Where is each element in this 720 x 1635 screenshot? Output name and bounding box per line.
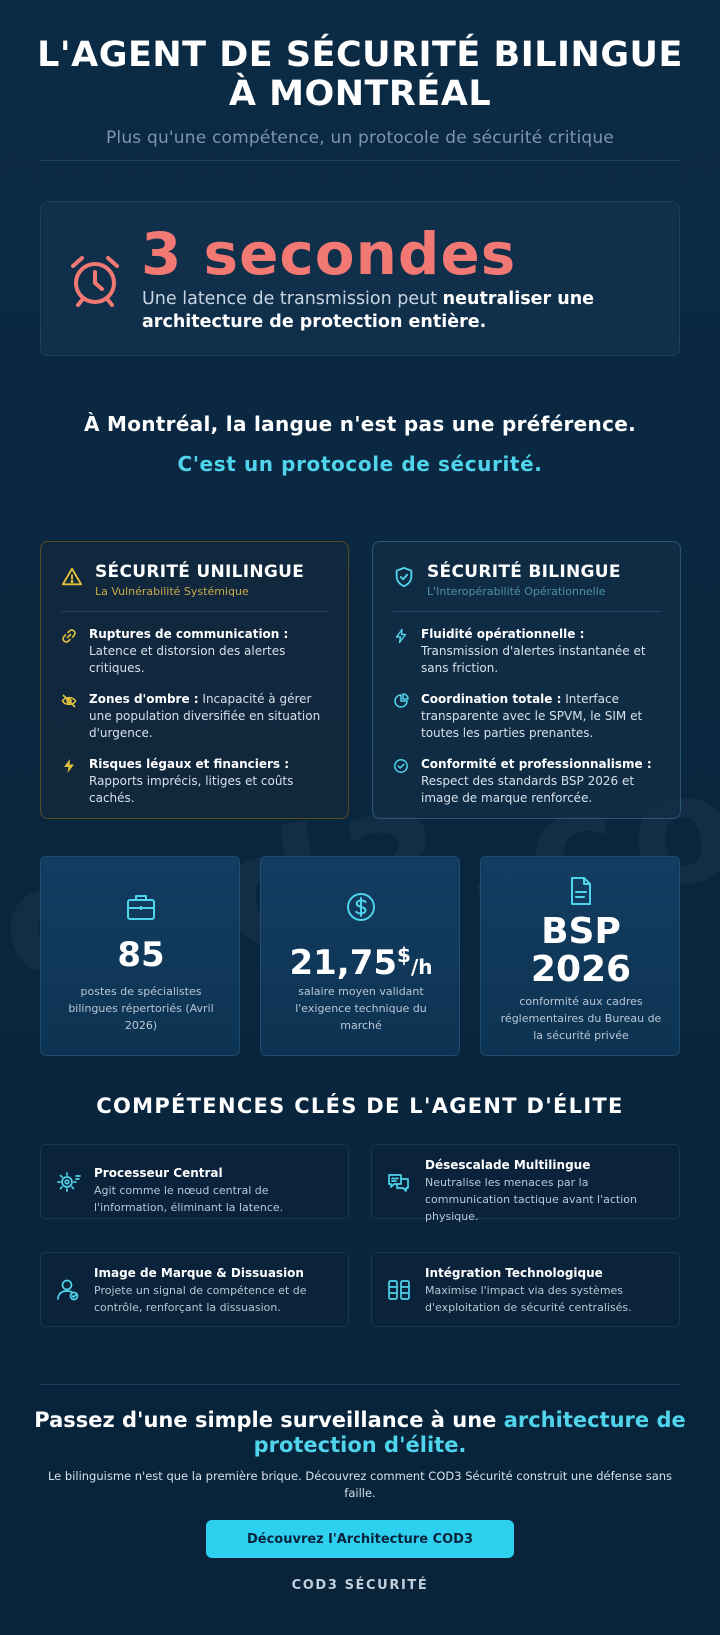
stat-card-salary <box>260 856 460 1056</box>
unilingual-card <box>40 541 349 819</box>
warning-triangle-icon <box>61 566 83 588</box>
statement-line2: C'est un protocole de sécurité. <box>177 452 543 476</box>
divider <box>393 611 660 612</box>
list-item: Zones d'ombre : Incapacité à gérer une population diversifiée en situation d'urgence. <box>61 691 328 742</box>
statement-line1: À Montréal, la langue n'est pas une préférence. <box>83 412 637 436</box>
briefcase-icon <box>125 891 157 923</box>
list-item: Ruptures de communication : Latence et distorsion des alertes critiques. <box>61 626 328 677</box>
latency-stat-box <box>40 201 680 356</box>
shield-check-icon <box>393 566 415 588</box>
page-subtitle: Plus qu'une compétence, un protocole de sécurité critique <box>105 128 615 148</box>
user-badge-icon <box>55 1277 81 1303</box>
pie-chart-icon <box>393 693 409 709</box>
stat-card-bsp <box>480 856 680 1056</box>
alarm-clock-icon <box>65 250 125 310</box>
stat-value: 85 <box>117 935 165 975</box>
footer-brand: COD3 SÉCURITÉ <box>291 1578 429 1593</box>
cta-description: Le bilinguisme n'est que la première brique. Découvrez comment COD3 Sécurité construit une défense sans faille. <box>47 1469 673 1500</box>
competence-title: Désescalade Multilingue <box>425 1158 591 1172</box>
competence-title: Image de Marque & Dissuasion <box>94 1266 304 1280</box>
competence-desc: Maximise l'impact via des systèmes d'exploitation de sécurité centralisés. <box>425 1284 632 1314</box>
list-item: Coordination totale : Interface transparente avec le SPVM, le SIM et toutes les parties prenantes. <box>393 691 660 742</box>
list-item: Conformité et professionnalisme : Respect des standards BSP 2026 et image de marque renforcée. <box>393 756 660 807</box>
divider <box>61 611 328 612</box>
competence-desc: Neutralise les menaces par la communication tactique avant l'action physique. <box>425 1176 637 1223</box>
stat-value: BSP 2026 <box>530 911 632 990</box>
list-item: Fluidité opérationnelle : Transmission d'alertes instantanée et sans friction. <box>393 626 660 677</box>
chat-bubbles-icon <box>386 1169 412 1195</box>
bilingual-subtitle: L'Interopérabilité Opérationnelle <box>427 585 606 598</box>
bilingual-title: SÉCURITÉ BILINGUE <box>427 562 621 582</box>
competence-card <box>371 1252 680 1327</box>
broken-link-icon <box>61 628 77 644</box>
bilingual-card <box>372 541 681 819</box>
unilingual-subtitle: La Vulnérabilité Systémique <box>95 585 249 598</box>
stat-card-positions <box>40 856 240 1056</box>
latency-description: Une latence de transmission peut neutraliser une architecture de protection entière. <box>142 289 595 332</box>
competences-title: COMPÉTENCES CLÉS DE L'AGENT D'ÉLITE <box>96 1094 624 1118</box>
lightning-icon <box>61 758 77 774</box>
divider <box>40 160 680 161</box>
divider <box>40 1384 680 1385</box>
competence-title: Intégration Technologique <box>425 1266 603 1280</box>
stat-label: salaire moyen validant l'exigence technique du marché <box>295 985 427 1032</box>
competence-title: Processeur Central <box>94 1166 223 1180</box>
stat-value: 21,75$/h <box>289 943 433 983</box>
stat-label: conformité aux cadres réglementaires du Bureau de la sécurité privée <box>500 995 662 1042</box>
document-icon <box>565 875 597 907</box>
dollar-circle-icon <box>345 891 377 923</box>
stat-label: postes de spécialistes bilingues répertoriés (Avril 2026) <box>68 985 214 1032</box>
bolt-outline-icon <box>393 628 409 644</box>
unilingual-title: SÉCURITÉ UNILINGUE <box>95 562 305 582</box>
list-item: Risques légaux et financiers : Rapports imprécis, litiges et coûts cachés. <box>61 756 328 807</box>
eye-off-icon <box>61 693 77 709</box>
page-title: L'AGENT DE SÉCURITÉ BILINGUE À MONTRÉAL <box>37 35 683 114</box>
competence-desc: Agit comme le nœud central de l'information, éliminant la latence. <box>94 1184 284 1214</box>
latency-value: 3 secondes <box>141 220 517 288</box>
competence-card <box>40 1144 349 1219</box>
cpu-icon <box>55 1169 81 1195</box>
competence-desc: Projete un signal de compétence et de contrôle, renforçant la dissuasion. <box>94 1284 307 1314</box>
statement <box>0 412 720 476</box>
check-circle-icon <box>393 758 409 774</box>
competence-card <box>40 1252 349 1327</box>
header <box>0 36 720 148</box>
discover-architecture-button[interactable]: Découvrez l'Architecture COD3 <box>206 1520 514 1558</box>
competence-card <box>371 1144 680 1223</box>
server-stack-icon <box>386 1277 412 1303</box>
cta-title: Passez d'une simple surveillance à une architecture de protection d'élite. <box>34 1408 686 1457</box>
